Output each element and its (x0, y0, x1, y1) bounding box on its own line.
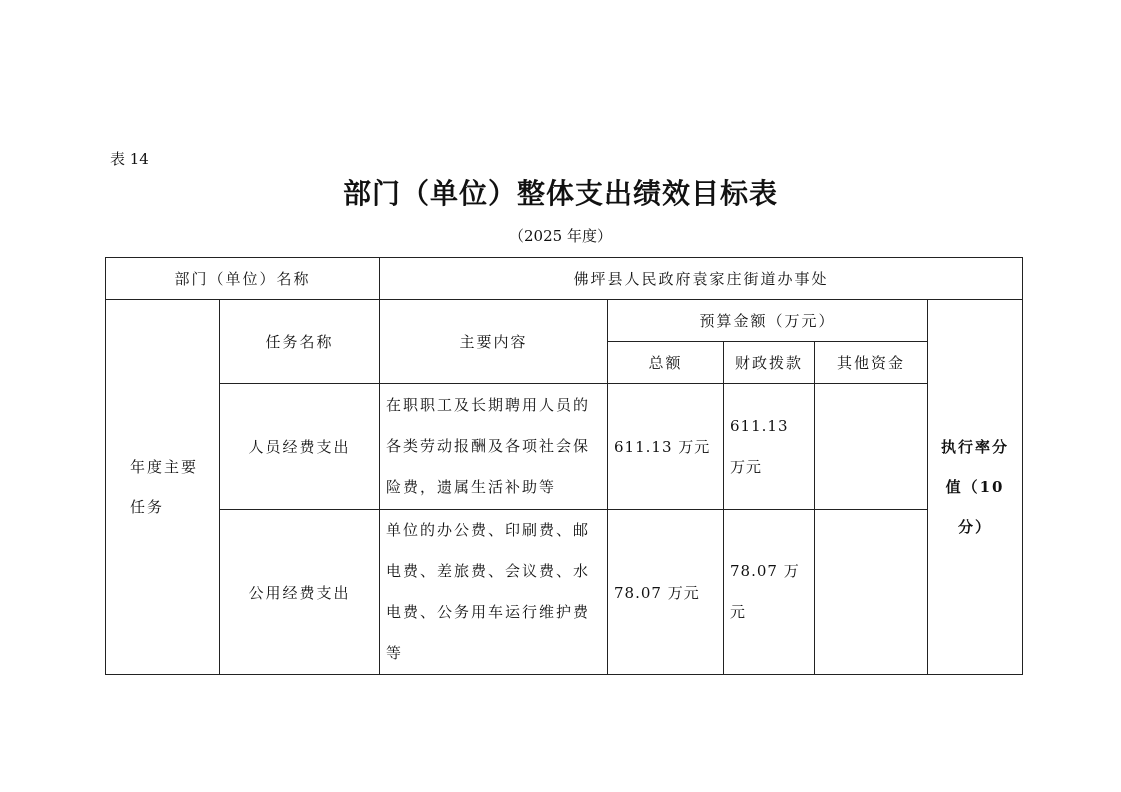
other-cell (815, 384, 928, 510)
total-cell: 78.07 万元 (608, 510, 724, 675)
performance-target-table (105, 257, 1023, 675)
content-cell: 单位的办公费、印刷费、邮电费、差旅费、会议费、水电费、公务用车运行维护费等 (380, 510, 608, 675)
content-cell: 在职职工及长期聘用人员的各类劳动报酬及各项社会保险费，遗属生活补助等 (380, 384, 608, 510)
page-title: 部门（单位）整体支出绩效目标表 (342, 177, 778, 210)
finance-header: 财政拨款 (724, 342, 815, 384)
content-header: 主要内容 (380, 300, 608, 384)
table-row (106, 384, 1023, 510)
finance-cell: 78.07 万元 (724, 510, 815, 675)
total-header: 总额 (608, 342, 724, 384)
other-header: 其他资金 (815, 342, 928, 384)
dept-name-value: 佛坪县人民政府袁家庄街道办事处 (380, 258, 1023, 300)
year-label: （2025 年度） (509, 227, 612, 245)
annual-task-label: 年度主要任务 (106, 300, 220, 675)
dept-name-label: 部门（单位）名称 (106, 258, 380, 300)
total-cell: 611.13 万元 (608, 384, 724, 510)
finance-cell: 611.13 万元 (724, 384, 815, 510)
task-name-header: 任务名称 (220, 300, 380, 384)
score-header: 执行率分值（10分） (928, 300, 1023, 675)
table-row (106, 510, 1023, 675)
table-number: 表 14 (110, 150, 149, 168)
budget-header: 预算金额（万元） (608, 300, 928, 342)
task-name-cell: 公用经费支出 (220, 510, 380, 675)
other-cell (815, 510, 928, 675)
task-name-cell: 人员经费支出 (220, 384, 380, 510)
